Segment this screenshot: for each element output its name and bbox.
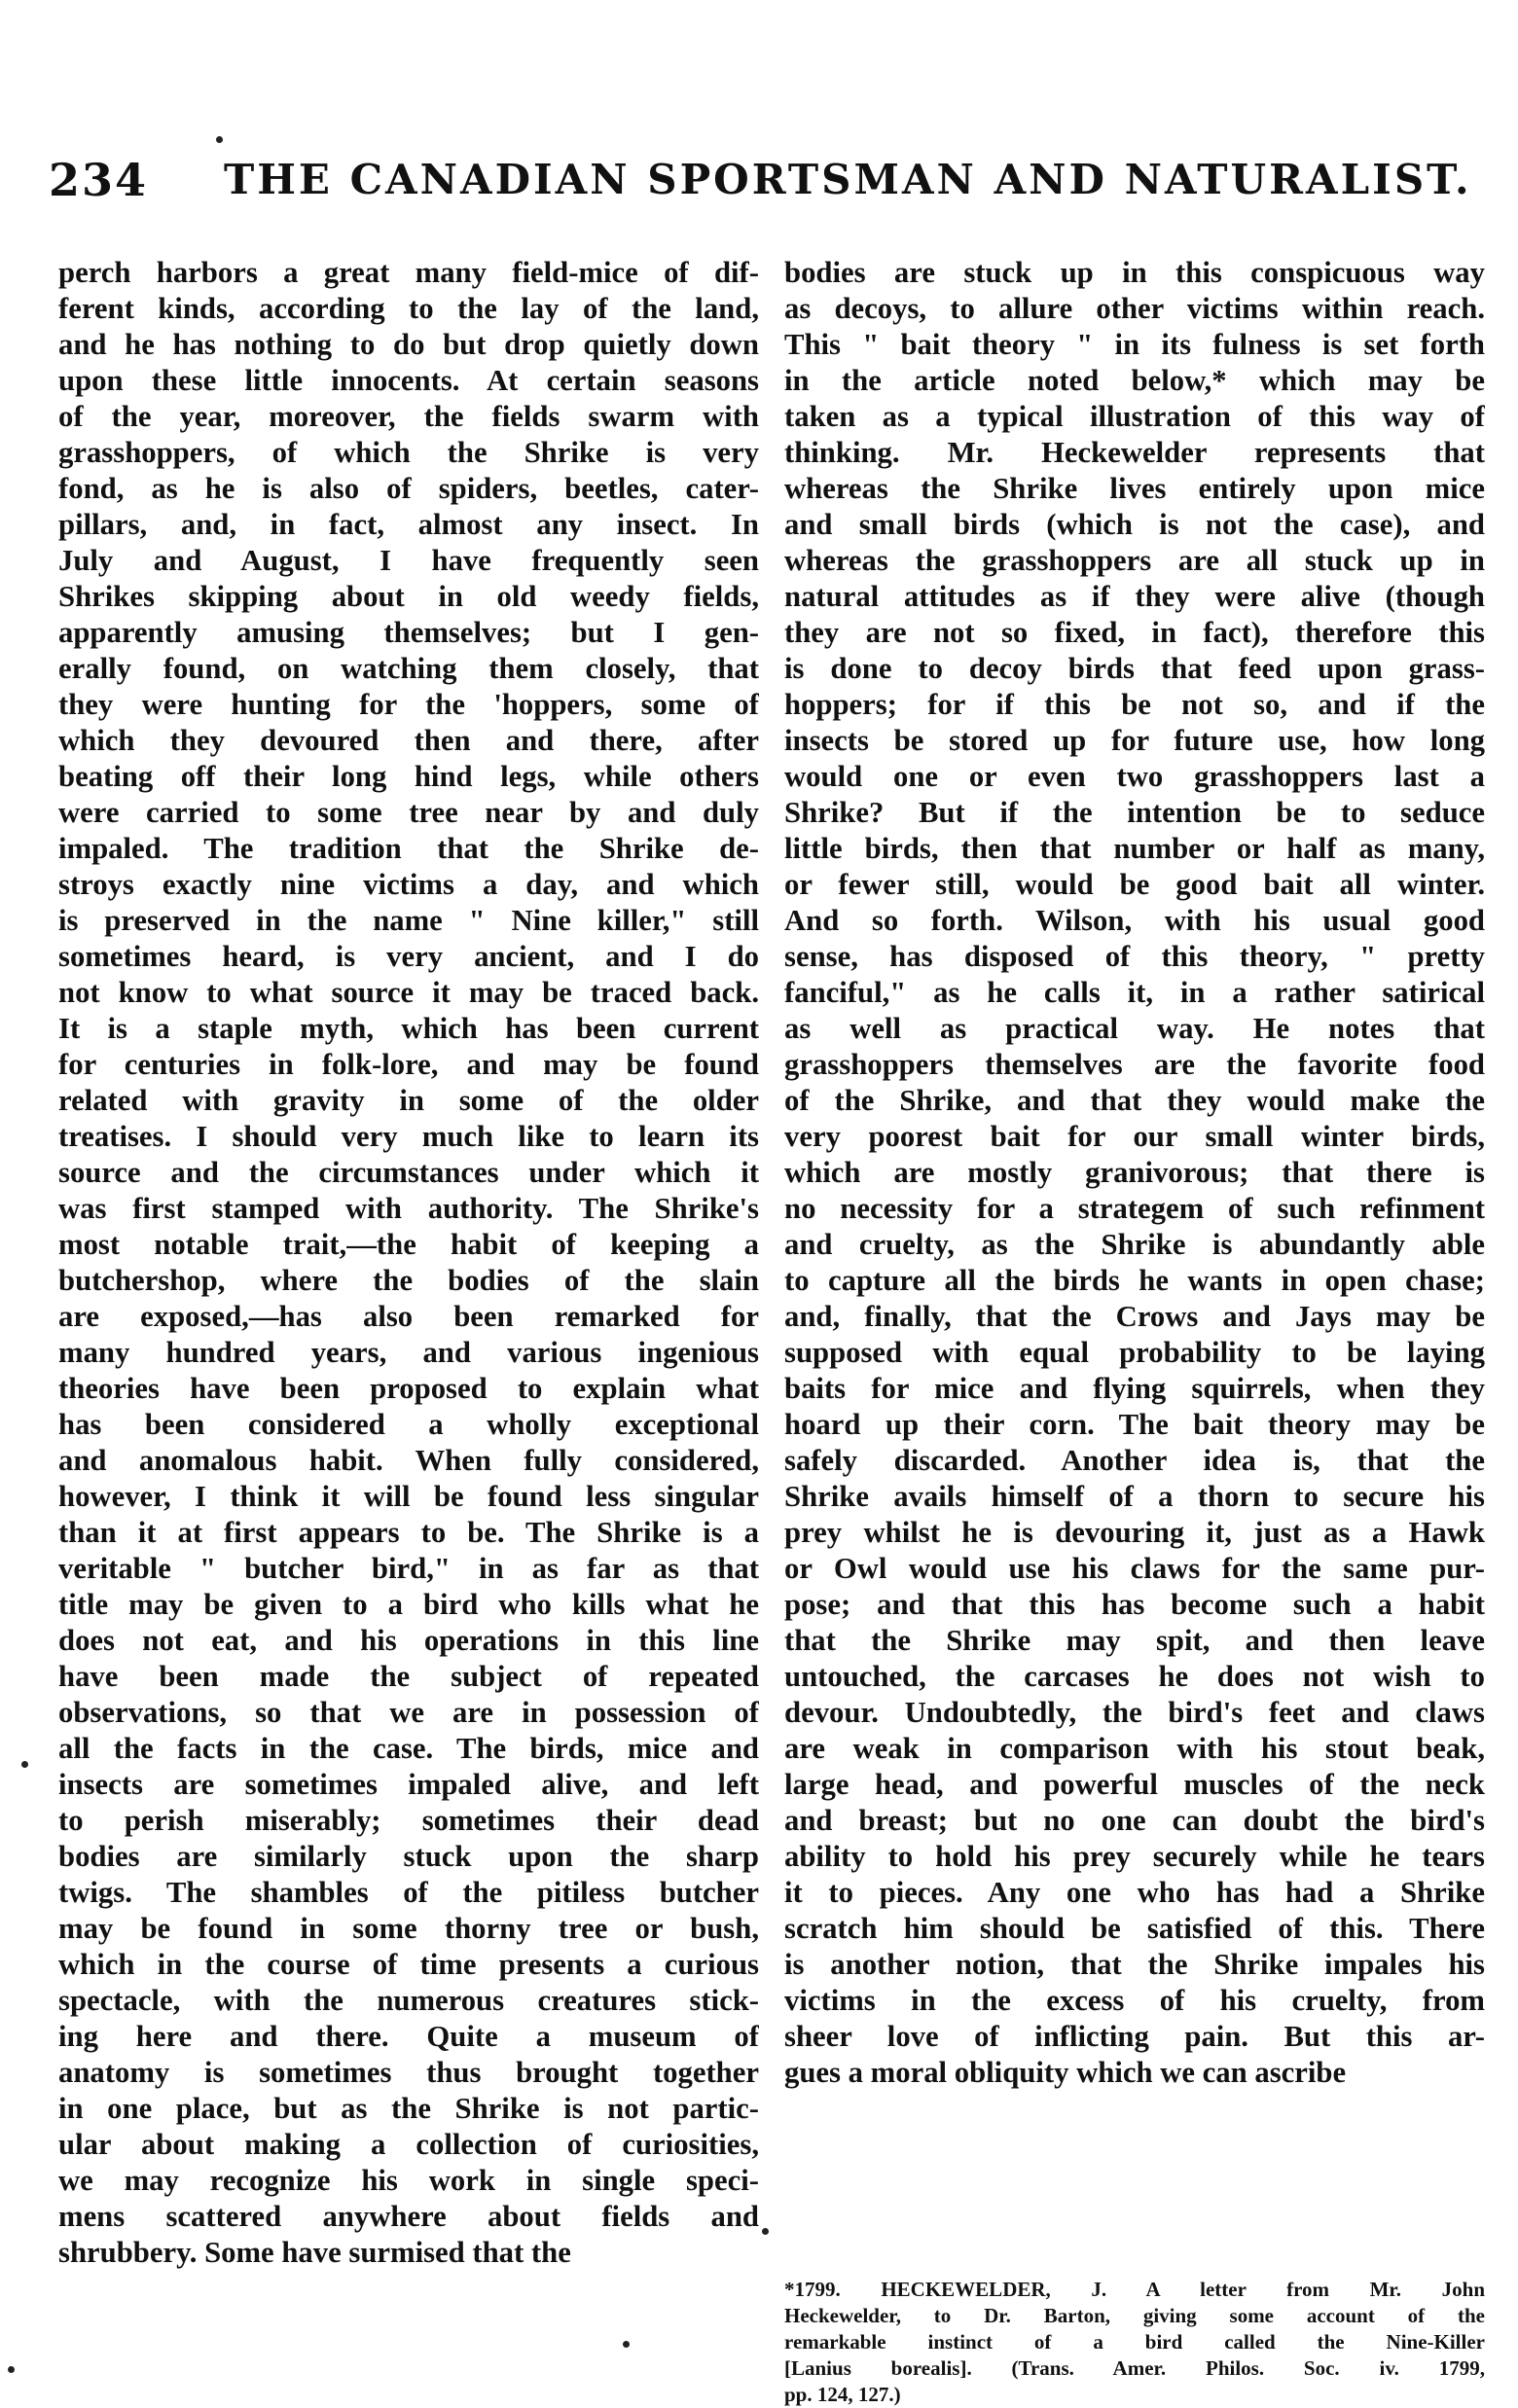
print-speck	[8, 2366, 15, 2373]
text-line: veritable " butcher bird," in as far as that	[58, 1552, 759, 1585]
text-line: erally found, on watching them closely, that	[58, 652, 759, 685]
text-line: is done to decoy birds that feed upon grass-	[784, 652, 1485, 685]
text-line: taken as a typical illustration of this way of	[784, 400, 1485, 433]
text-line: pillars, and, in fact, almost any insect. In	[58, 508, 759, 541]
text-line: treatises. I should very much like to learn its	[58, 1120, 759, 1153]
text-line: have been made the subject of repeated	[58, 1660, 759, 1693]
text-line: to capture all the birds he wants in open chase;	[784, 1264, 1485, 1297]
print-speck	[21, 1761, 28, 1768]
text-line: were carried to some tree near by and duly	[58, 796, 759, 829]
text-line: or Owl would use his claws for the same pur-	[784, 1552, 1485, 1585]
text-line: most notable trait,—the habit of keeping a	[58, 1228, 759, 1261]
right-column-text	[784, 255, 1485, 2247]
footnote-line: [Lanius borealis]. (Trans. Amer. Philos. Soc. iv. 1799,	[784, 2356, 1485, 2380]
text-line: fond, as he is also of spiders, beetles, cater-	[58, 472, 759, 505]
text-line: Shrikes skipping about in old weedy fields,	[58, 580, 759, 613]
text-line: beating off their long hind legs, while others	[58, 760, 759, 793]
text-line: This " bait theory " in its fulness is set forth	[784, 328, 1485, 361]
footnote-line: Heckewelder, to Dr. Barton, giving some account of the	[784, 2304, 1485, 2327]
text-line: supposed with equal probability to be laying	[784, 1336, 1485, 1369]
text-line: and breast; but no one can doubt the bird's	[784, 1804, 1485, 1837]
text-line: is another notion, that the Shrike impales his	[784, 1948, 1485, 1981]
text-line: ing here and there. Quite a museum of	[58, 2020, 759, 2053]
left-column	[58, 255, 759, 2271]
text-line: is preserved in the name " Nine killer," still	[58, 904, 759, 937]
print-speck	[762, 2228, 769, 2235]
text-line: they are not so fixed, in fact), therefore this	[784, 616, 1485, 649]
text-line: and small birds (which is not the case), and	[784, 508, 1485, 541]
text-line: large head, and powerful muscles of the neck	[784, 1768, 1485, 1801]
text-line: fanciful," as he calls it, in a rather satirical	[784, 976, 1485, 1009]
footnote	[784, 2277, 1485, 2408]
footnote-line: pp. 124, 127.)	[784, 2383, 901, 2406]
text-line: sense, has disposed of this theory, " pretty	[784, 940, 1485, 973]
text-line: it to pieces. Any one who has had a Shrike	[784, 1876, 1485, 1909]
text-line: Shrike avails himself of a thorn to secure his	[784, 1480, 1485, 1513]
text-line: they were hunting for the 'hoppers, some of	[58, 688, 759, 721]
text-line: sheer love of inflicting pain. But this ar-	[784, 2020, 1485, 2053]
text-line: sometimes heard, is very ancient, and I do	[58, 940, 759, 973]
text-line: It is a staple myth, which has been current	[58, 1012, 759, 1045]
text-line: untouched, the carcases he does not wish to	[784, 1660, 1485, 1693]
text-line: insects be stored up for future use, how long	[784, 724, 1485, 757]
text-line: insects are sometimes impaled alive, and left	[58, 1768, 759, 1801]
text-line: that the Shrike may spit, and then leave	[784, 1624, 1485, 1657]
text-line: are exposed,—has also been remarked for	[58, 1300, 759, 1333]
text-line: title may be given to a bird who kills what he	[58, 1588, 759, 1621]
text-line: however, I think it will be found less singular	[58, 1480, 759, 1513]
text-line: shrubbery. Some have surmised that the	[58, 2236, 571, 2269]
text-line: and anomalous habit. When fully considered,	[58, 1444, 759, 1477]
text-line: and he has nothing to do but drop quietly down	[58, 328, 759, 361]
text-line: than it at first appears to be. The Shrike is a	[58, 1516, 759, 1549]
text-line: in the article noted below,* which may be	[784, 364, 1485, 397]
text-line: in one place, but as the Shrike is not partic-	[58, 2092, 759, 2125]
text-line: theories have been proposed to explain what	[58, 1372, 759, 1405]
text-line: as decoys, to allure other victims within reach.	[784, 292, 1485, 325]
text-line: scratch him should be satisfied of this. There	[784, 1912, 1485, 1945]
text-line: natural attitudes as if they were alive (though	[784, 580, 1485, 613]
text-line: would one or even two grasshoppers last a	[784, 760, 1485, 793]
text-line: source and the circumstances under which it	[58, 1156, 759, 1189]
text-line: and cruelty, as the Shrike is abundantly able	[784, 1228, 1485, 1261]
text-line: whereas the grasshoppers are all stuck up in	[784, 544, 1485, 577]
text-line: safely discarded. Another idea is, that the	[784, 1444, 1485, 1477]
text-line: which are mostly granivorous; that there is	[784, 1156, 1485, 1189]
text-line: or fewer still, would be good bait all winter.	[784, 868, 1485, 901]
text-line: many hundred years, and various ingenious	[58, 1336, 759, 1369]
text-line: spectacle, with the numerous creatures stick-	[58, 1984, 759, 2017]
footnote-line: *1799. HECKEWELDER, J. A letter from Mr. John	[784, 2278, 1485, 2301]
text-line: all the facts in the case. The birds, mice and	[58, 1732, 759, 1765]
text-line: bodies are stuck up in this conspicuous way	[784, 256, 1485, 289]
text-line: has been considered a wholly exceptional	[58, 1408, 759, 1441]
text-line: grasshoppers, of which the Shrike is very	[58, 436, 759, 469]
text-line: related with gravity in some of the older	[58, 1084, 759, 1117]
text-line: and, finally, that the Crows and Jays may be	[784, 1300, 1485, 1333]
text-line: which they devoured then and there, after	[58, 724, 759, 757]
text-line: ability to hold his prey securely while he tears	[784, 1840, 1485, 1873]
text-line: thinking. Mr. Heckewelder represents that	[784, 436, 1485, 469]
print-speck	[216, 136, 223, 143]
text-line: observations, so that we are in possession of	[58, 1696, 759, 1729]
text-line: not know to what source it may be traced back.	[58, 976, 759, 1009]
print-speck	[623, 2341, 630, 2348]
text-line: gues a moral obliquity which we can ascribe	[784, 2056, 1347, 2089]
text-line: July and August, I have frequently seen	[58, 544, 759, 577]
text-line: mens scattered anywhere about fields and	[58, 2200, 759, 2233]
right-column	[784, 255, 1485, 2408]
text-line: grasshoppers themselves are the favorite food	[784, 1048, 1485, 1081]
running-title: THE CANADIAN SPORTSMAN AND NATURALIST.	[224, 156, 1472, 203]
text-line: no necessity for a strategem of such refinment	[784, 1192, 1485, 1225]
page-number: 234	[49, 154, 149, 206]
text-line: hoppers; for if this be not so, and if the	[784, 688, 1485, 721]
text-line: for centuries in folk-lore, and may be found	[58, 1048, 759, 1081]
text-line: And so forth. Wilson, with his usual good	[784, 904, 1485, 937]
text-line: does not eat, and his operations in this line	[58, 1624, 759, 1657]
text-line: little birds, then that number or half as many,	[784, 832, 1485, 865]
text-line: whereas the Shrike lives entirely upon mice	[784, 472, 1485, 505]
text-line: butchershop, where the bodies of the slain	[58, 1264, 759, 1297]
text-line: apparently amusing themselves; but I gen-	[58, 616, 759, 649]
text-line: Shrike? But if the intention be to seduce	[784, 796, 1485, 829]
text-line: of the Shrike, and that they would make the	[784, 1084, 1485, 1117]
text-line: pose; and that this has become such a habit	[784, 1588, 1485, 1621]
text-line: victims in the excess of his cruelty, from	[784, 1984, 1485, 2017]
text-line: was first stamped with authority. The Shrike's	[58, 1192, 759, 1225]
page-header	[39, 146, 1479, 224]
text-line: ular about making a collection of curiosities,	[58, 2128, 759, 2161]
text-line: which in the course of time presents a curious	[58, 1948, 759, 1981]
text-line: are weak in comparison with his stout beak,	[784, 1732, 1485, 1765]
text-line: perch harbors a great many field-mice of dif-	[58, 256, 759, 289]
text-line: as well as practical way. He notes that	[784, 1012, 1485, 1045]
text-line: ferent kinds, according to the lay of the land,	[58, 292, 759, 325]
text-line: to perish miserably; sometimes their dead	[58, 1804, 759, 1837]
text-line: devour. Undoubtedly, the bird's feet and claws	[784, 1696, 1485, 1729]
text-line: very poorest bait for our small winter birds,	[784, 1120, 1485, 1153]
footnote-line: remarkable instinct of a bird called the Nine-Killer	[784, 2330, 1485, 2354]
text-line: may be found in some thorny tree or bush,	[58, 1912, 759, 1945]
text-line: baits for mice and flying squirrels, when they	[784, 1372, 1485, 1405]
text-line: twigs. The shambles of the pitiless butcher	[58, 1876, 759, 1909]
text-line: upon these little innocents. At certain seasons	[58, 364, 759, 397]
text-line: hoard up their corn. The bait theory may be	[784, 1408, 1485, 1441]
text-line: of the year, moreover, the fields swarm with	[58, 400, 759, 433]
text-line: impaled. The tradition that the Shrike de-	[58, 832, 759, 865]
text-line: we may recognize his work in single speci-	[58, 2164, 759, 2197]
text-line: anatomy is sometimes thus brought together	[58, 2056, 759, 2089]
text-line: stroys exactly nine victims a day, and which	[58, 868, 759, 901]
text-line: bodies are similarly stuck upon the sharp	[58, 1840, 759, 1873]
text-line: prey whilst he is devouring it, just as a Hawk	[784, 1516, 1485, 1549]
